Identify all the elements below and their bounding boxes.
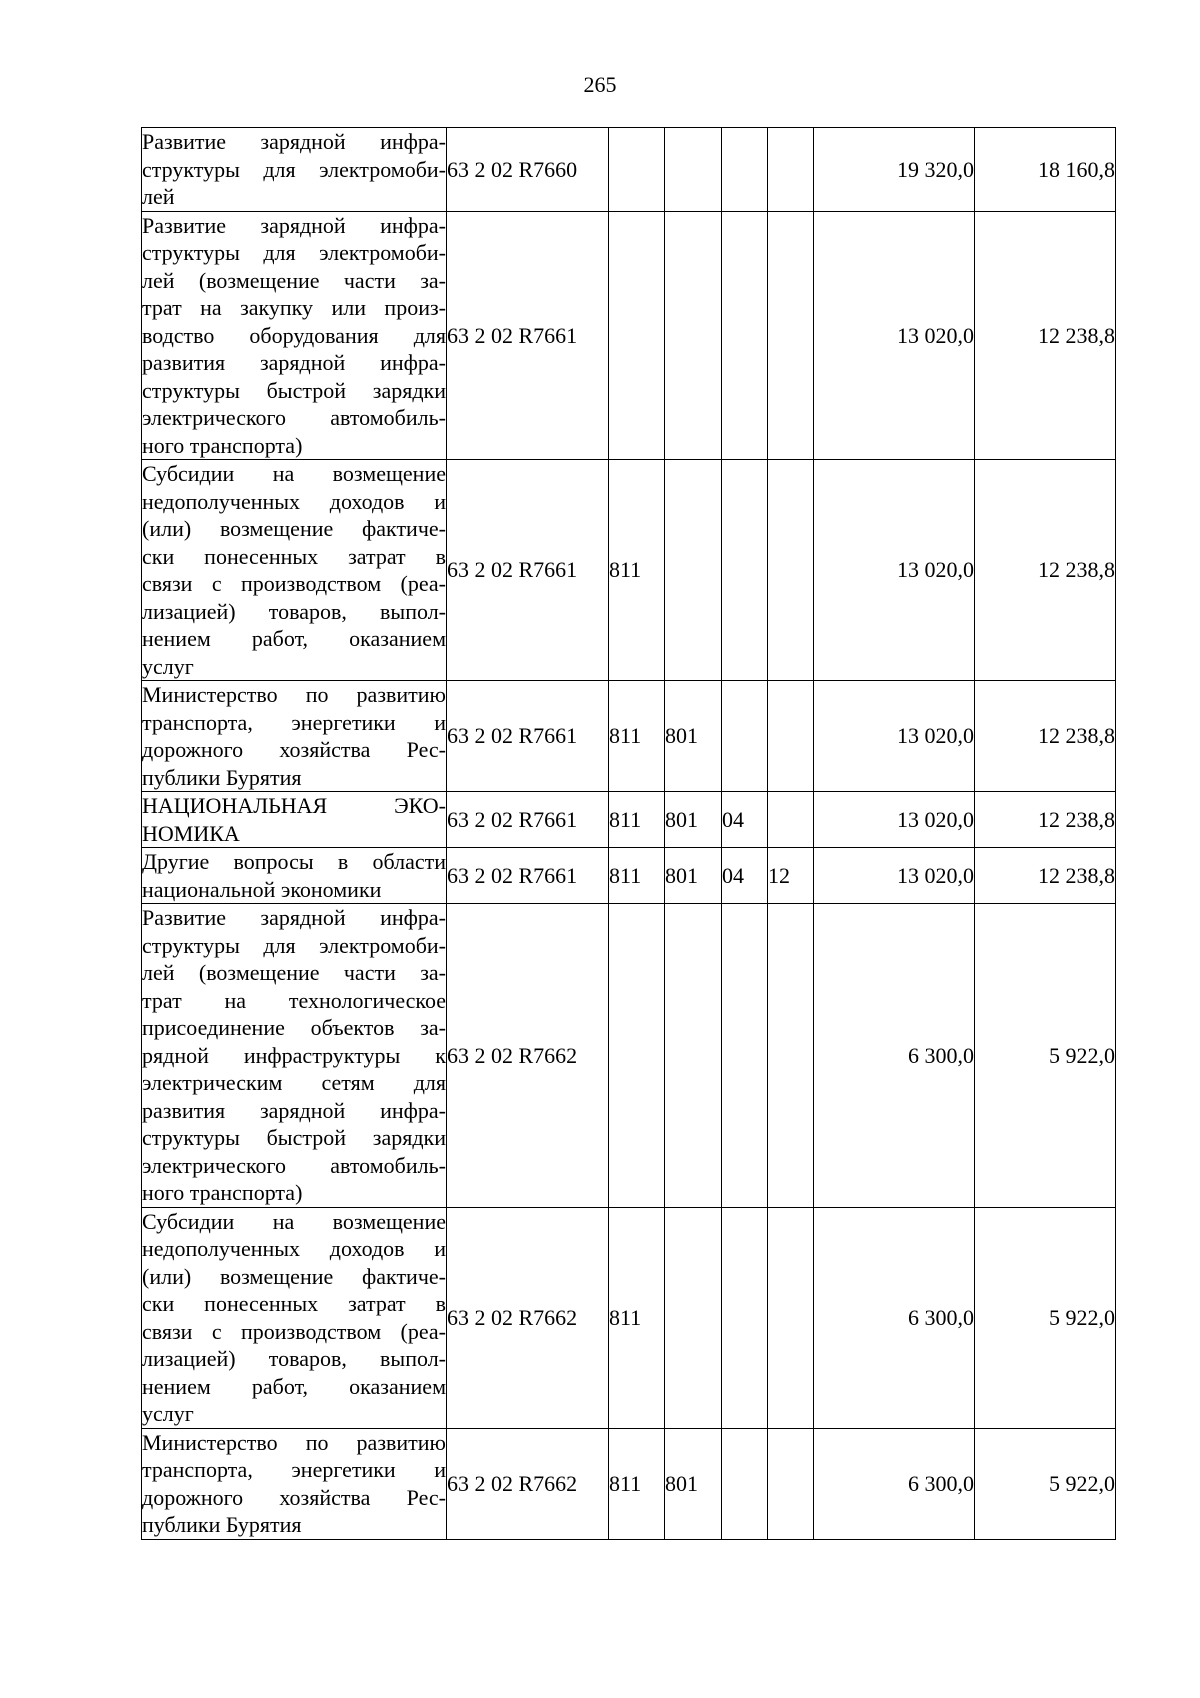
- item-name-line: дорожного хозяйства Рес-: [142, 1484, 446, 1510]
- cell-code-4: [768, 460, 814, 681]
- cell-target-code: 63 2 02 R7662: [447, 904, 609, 1208]
- item-name-line: электрического автомобиль-: [142, 1152, 446, 1178]
- item-name-line: Другие вопросы в области: [142, 849, 446, 874]
- cell-amount-2: 12 238,8: [975, 848, 1116, 904]
- cell-item-name: [142, 792, 447, 848]
- cell-code-4: [768, 211, 814, 460]
- item-name-line: присоединение объектов за-: [142, 1015, 446, 1040]
- item-name-line: связи с производством (реа-: [142, 1318, 446, 1344]
- item-name-line: (или) возмещение фактиче-: [142, 1263, 446, 1289]
- cell-item-name: [142, 904, 447, 1208]
- cell-code-3: [722, 460, 768, 681]
- item-name-line: публики Бурятия: [142, 764, 302, 790]
- item-name-line: структуры быстрой зарядки: [142, 1125, 446, 1150]
- item-name-line: электрическим сетям для: [142, 1070, 446, 1095]
- item-name-line: Министерство по развитию: [142, 1429, 446, 1455]
- item-name-line: ного транспорта): [142, 1180, 303, 1205]
- table-row: [142, 1428, 1116, 1539]
- cell-code-1: [609, 128, 665, 212]
- item-name-line: трат на закупку или произ-: [142, 295, 446, 320]
- cell-code-2: [665, 460, 722, 681]
- cell-amount-2: 12 238,8: [975, 792, 1116, 848]
- cell-target-code: 63 2 02 R7662: [447, 1428, 609, 1539]
- cell-code-3: [722, 1428, 768, 1539]
- cell-code-4: [768, 1428, 814, 1539]
- item-name-line: связи с производством (реа-: [142, 571, 446, 596]
- cell-target-code: 63 2 02 R7661: [447, 460, 609, 681]
- item-name-line: лей (возмещение части за-: [142, 267, 446, 293]
- cell-target-code: 63 2 02 R7660: [447, 128, 609, 212]
- cell-code-4: [768, 792, 814, 848]
- item-name-line: НОМИКА: [142, 820, 240, 846]
- table-row: [142, 1207, 1116, 1428]
- cell-code-3: 04: [722, 792, 768, 848]
- cell-amount-2: 5 922,0: [975, 904, 1116, 1208]
- item-name-line: ски понесенных затрат в: [142, 543, 446, 569]
- item-name-line: структуры быстрой зарядки: [142, 377, 446, 403]
- item-name-line: Развитие зарядной инфра-: [142, 905, 446, 930]
- table-row: [142, 211, 1116, 460]
- item-name-line: нением работ, оказанием: [142, 626, 446, 651]
- table-row: [142, 128, 1116, 212]
- cell-code-1: 811: [609, 1428, 665, 1539]
- cell-code-3: 04: [722, 848, 768, 904]
- cell-amount-1: 13 020,0: [814, 792, 975, 848]
- item-name-line: Развитие зарядной инфра-: [142, 129, 446, 154]
- table-row: [142, 904, 1116, 1208]
- cell-item-name: [142, 848, 447, 904]
- cell-code-2: 801: [665, 848, 722, 904]
- cell-code-1: 811: [609, 681, 665, 792]
- table-row: [142, 681, 1116, 792]
- item-name-line: дорожного хозяйства Рес-: [142, 737, 446, 762]
- cell-amount-1: 6 300,0: [814, 1428, 975, 1539]
- cell-target-code: 63 2 02 R7661: [447, 792, 609, 848]
- item-name-line: (или) возмещение фактиче-: [142, 516, 446, 541]
- item-name-line: услуг: [142, 1401, 194, 1426]
- cell-amount-1: 13 020,0: [814, 848, 975, 904]
- item-name-line: Субсидии на возмещение: [142, 461, 446, 486]
- cell-amount-1: 19 320,0: [814, 128, 975, 212]
- cell-amount-2: 12 238,8: [975, 211, 1116, 460]
- cell-code-1: 811: [609, 848, 665, 904]
- item-name-line: электрического автомобиль-: [142, 405, 446, 430]
- table-row: [142, 848, 1116, 904]
- cell-code-4: 12: [768, 848, 814, 904]
- cell-code-2: [665, 128, 722, 212]
- item-name-line: транспорта, энергетики и: [142, 709, 446, 735]
- item-name-line: лей: [142, 184, 175, 209]
- item-name-line: ски понесенных затрат в: [142, 1291, 446, 1316]
- cell-amount-2: 18 160,8: [975, 128, 1116, 212]
- item-name-line: лизацией) товаров, выпол-: [142, 1346, 446, 1371]
- cell-item-name: [142, 128, 447, 212]
- cell-amount-1: 13 020,0: [814, 460, 975, 681]
- cell-code-1: [609, 211, 665, 460]
- cell-target-code: 63 2 02 R7662: [447, 1207, 609, 1428]
- cell-item-name: [142, 1207, 447, 1428]
- cell-amount-2: 12 238,8: [975, 681, 1116, 792]
- cell-code-2: 801: [665, 681, 722, 792]
- cell-code-2: [665, 904, 722, 1208]
- cell-code-1: [609, 904, 665, 1208]
- item-name-line: развития зарядной инфра-: [142, 350, 446, 375]
- cell-code-4: [768, 904, 814, 1208]
- cell-code-3: [722, 904, 768, 1208]
- budget-table: [141, 127, 1116, 1540]
- cell-code-1: 811: [609, 1207, 665, 1428]
- cell-amount-2: 12 238,8: [975, 460, 1116, 681]
- item-name-line: развития зарядной инфра-: [142, 1097, 446, 1123]
- cell-item-name: [142, 211, 447, 460]
- cell-code-2: [665, 211, 722, 460]
- item-name-line: публики Бурятия: [142, 1512, 302, 1537]
- cell-code-2: 801: [665, 792, 722, 848]
- table-row: [142, 792, 1116, 848]
- item-name-line: недополученных доходов и: [142, 1236, 446, 1261]
- item-name-line: лей (возмещение части за-: [142, 960, 446, 985]
- item-name-line: лизацией) товаров, выпол-: [142, 598, 446, 624]
- cell-code-2: 801: [665, 1428, 722, 1539]
- item-name-line: водство оборудования для: [142, 322, 446, 348]
- page-number: 265: [583, 72, 617, 97]
- item-name-line: НАЦИОНАЛЬНАЯ ЭКО-: [142, 793, 446, 818]
- item-name-line: нением работ, оказанием: [142, 1373, 446, 1399]
- cell-code-3: [722, 1207, 768, 1428]
- item-name-line: недополученных доходов и: [142, 488, 446, 514]
- cell-code-1: 811: [609, 460, 665, 681]
- item-name-line: структуры для электромоби-: [142, 932, 446, 958]
- cell-code-3: [722, 211, 768, 460]
- cell-item-name: [142, 1428, 447, 1539]
- item-name-line: транспорта, энергетики и: [142, 1457, 446, 1482]
- cell-target-code: 63 2 02 R7661: [447, 848, 609, 904]
- cell-amount-1: 13 020,0: [814, 211, 975, 460]
- item-name-line: Субсидии на возмещение: [142, 1208, 446, 1234]
- item-name-line: структуры для электромоби-: [142, 240, 446, 265]
- item-name-line: трат на технологическое: [142, 987, 446, 1013]
- cell-code-4: [768, 681, 814, 792]
- cell-amount-2: 5 922,0: [975, 1428, 1116, 1539]
- item-name-line: Развитие зарядной инфра-: [142, 212, 446, 238]
- item-name-line: Министерство по развитию: [142, 682, 446, 707]
- cell-code-3: [722, 128, 768, 212]
- cell-item-name: [142, 460, 447, 681]
- cell-item-name: [142, 681, 447, 792]
- cell-code-1: 811: [609, 792, 665, 848]
- cell-code-4: [768, 128, 814, 212]
- cell-amount-1: 6 300,0: [814, 904, 975, 1208]
- cell-amount-1: 6 300,0: [814, 1207, 975, 1428]
- item-name-line: рядной инфраструктуры к: [142, 1042, 446, 1068]
- cell-amount-2: 5 922,0: [975, 1207, 1116, 1428]
- item-name-line: структуры для электромоби-: [142, 156, 446, 182]
- cell-code-4: [768, 1207, 814, 1428]
- item-name-line: национальной экономики: [142, 876, 382, 902]
- cell-target-code: 63 2 02 R7661: [447, 681, 609, 792]
- item-name-line: услуг: [142, 653, 194, 679]
- cell-target-code: 63 2 02 R7661: [447, 211, 609, 460]
- cell-amount-1: 13 020,0: [814, 681, 975, 792]
- table-row: [142, 460, 1116, 681]
- cell-code-2: [665, 1207, 722, 1428]
- item-name-line: ного транспорта): [142, 432, 303, 458]
- cell-code-3: [722, 681, 768, 792]
- table-body: [142, 128, 1116, 1540]
